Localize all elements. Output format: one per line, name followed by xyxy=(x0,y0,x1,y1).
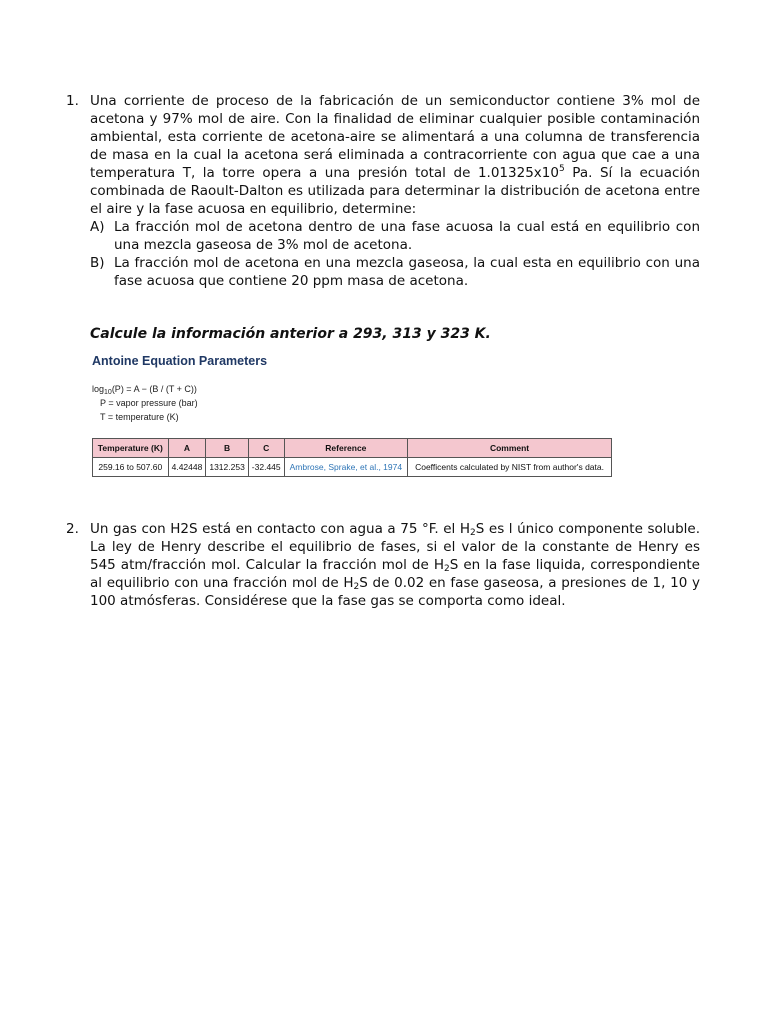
problem-1-intro-tail: Pa. Sí la ecuación combinada de Raoult-Dalton es utilizada para determinar la distribución de acetona entre el aire y la fase acuosa en equilibrio, determine: xyxy=(90,165,700,217)
exponent: 5 xyxy=(558,164,565,174)
equation-p-definition: P = vapor pressure (bar) xyxy=(100,398,198,408)
table-header-row xyxy=(93,439,612,458)
h2s-subscript: 2 xyxy=(443,564,450,574)
problem-2-text-2: S es l único componente soluble. La ley de Henry describe el equilibrio de fases, si el valor de la constante de Henry es 545 atm/fracción mol. Calcular la fracción mol de H xyxy=(90,521,700,573)
cell-c: -32.445 xyxy=(248,458,284,477)
problem-2-text-3: S en la fase liquida, correspondiente al equilibrio con una fracción mol de H xyxy=(90,557,700,591)
header-comment: Comment xyxy=(408,439,612,458)
problem-2-text-4: S de 0.02 en fase gaseosa, a presiones de 1, 10 y 100 atmósferas. Considérese que la fase gas se comporta como ideal. xyxy=(90,575,700,609)
problem-2-body xyxy=(90,520,700,610)
cell-b: 1312.253 xyxy=(206,458,248,477)
equation-line xyxy=(92,382,612,396)
equation-t-definition: T = temperature (K) xyxy=(100,412,179,422)
problem-2-text-1: Un gas con H2S está en contacto con agua a 75 °F. el H xyxy=(90,521,471,537)
problem-2-number: 2. xyxy=(66,521,79,537)
cell-temperature: 259.16 to 507.60 xyxy=(93,458,169,477)
header-a: A xyxy=(168,439,206,458)
problem-1 xyxy=(66,92,700,290)
calc-instruction: Calcule la información anterior a 293, 313 y 323 K. xyxy=(90,326,491,342)
problem-1-body xyxy=(90,92,700,290)
problem-1-part-b xyxy=(90,254,700,290)
header-temperature: Temperature (K) xyxy=(93,439,169,458)
equation-log: log xyxy=(92,384,105,394)
header-b: B xyxy=(206,439,248,458)
antoine-equation xyxy=(92,382,612,424)
part-b-label: B) xyxy=(90,255,105,271)
antoine-table xyxy=(92,438,612,477)
h2s-subscript: 2 xyxy=(470,528,476,538)
problem-1-intro-text: Una corriente de proceso de la fabricación de un semiconductor contiene 3% mol de acetona y 97% mol de aire. Con la finalidad de eliminar cualquier posible contaminación ambiental, esta corriente de acetona-aire se alimentará a una columna de transferencia de masa en la cual la acetona será eliminada a contracorriente con agua que cae a una temperatura T, la torre opera a una presión total de 1.01325x10 xyxy=(90,93,700,181)
problem-2 xyxy=(66,520,700,610)
cell-comment: Coefficents calculated by NIST from author's data. xyxy=(408,458,612,477)
part-a-label: A) xyxy=(90,219,105,235)
header-reference: Reference xyxy=(284,439,407,458)
problem-2-text xyxy=(90,520,700,610)
cell-a: 4.42448 xyxy=(168,458,206,477)
part-b-text: La fracción mol de acetona en una mezcla gaseosa, la cual esta en equilibrio con una fase acuosa que contiene 20 ppm masa de acetona. xyxy=(114,255,700,289)
table-row xyxy=(93,458,612,477)
equation-rest: (P) = A − (B / (T + C)) xyxy=(111,384,197,394)
problem-1-part-a xyxy=(90,218,700,254)
header-c: C xyxy=(248,439,284,458)
reference-link[interactable]: Ambrose, Sprake, et al., 1974 xyxy=(284,458,407,477)
equation-log-base: 10 xyxy=(104,389,112,396)
h2s-subscript: 2 xyxy=(353,582,360,592)
antoine-figure xyxy=(92,354,612,477)
antoine-title: Antoine Equation Parameters xyxy=(92,354,268,368)
problem-1-intro xyxy=(90,92,700,218)
problem-1-number: 1. xyxy=(66,93,79,109)
part-a-text: La fracción mol de acetona dentro de una fase acuosa la cual está en equilibrio con una mezcla gaseosa de 3% mol de acetona. xyxy=(114,219,700,253)
